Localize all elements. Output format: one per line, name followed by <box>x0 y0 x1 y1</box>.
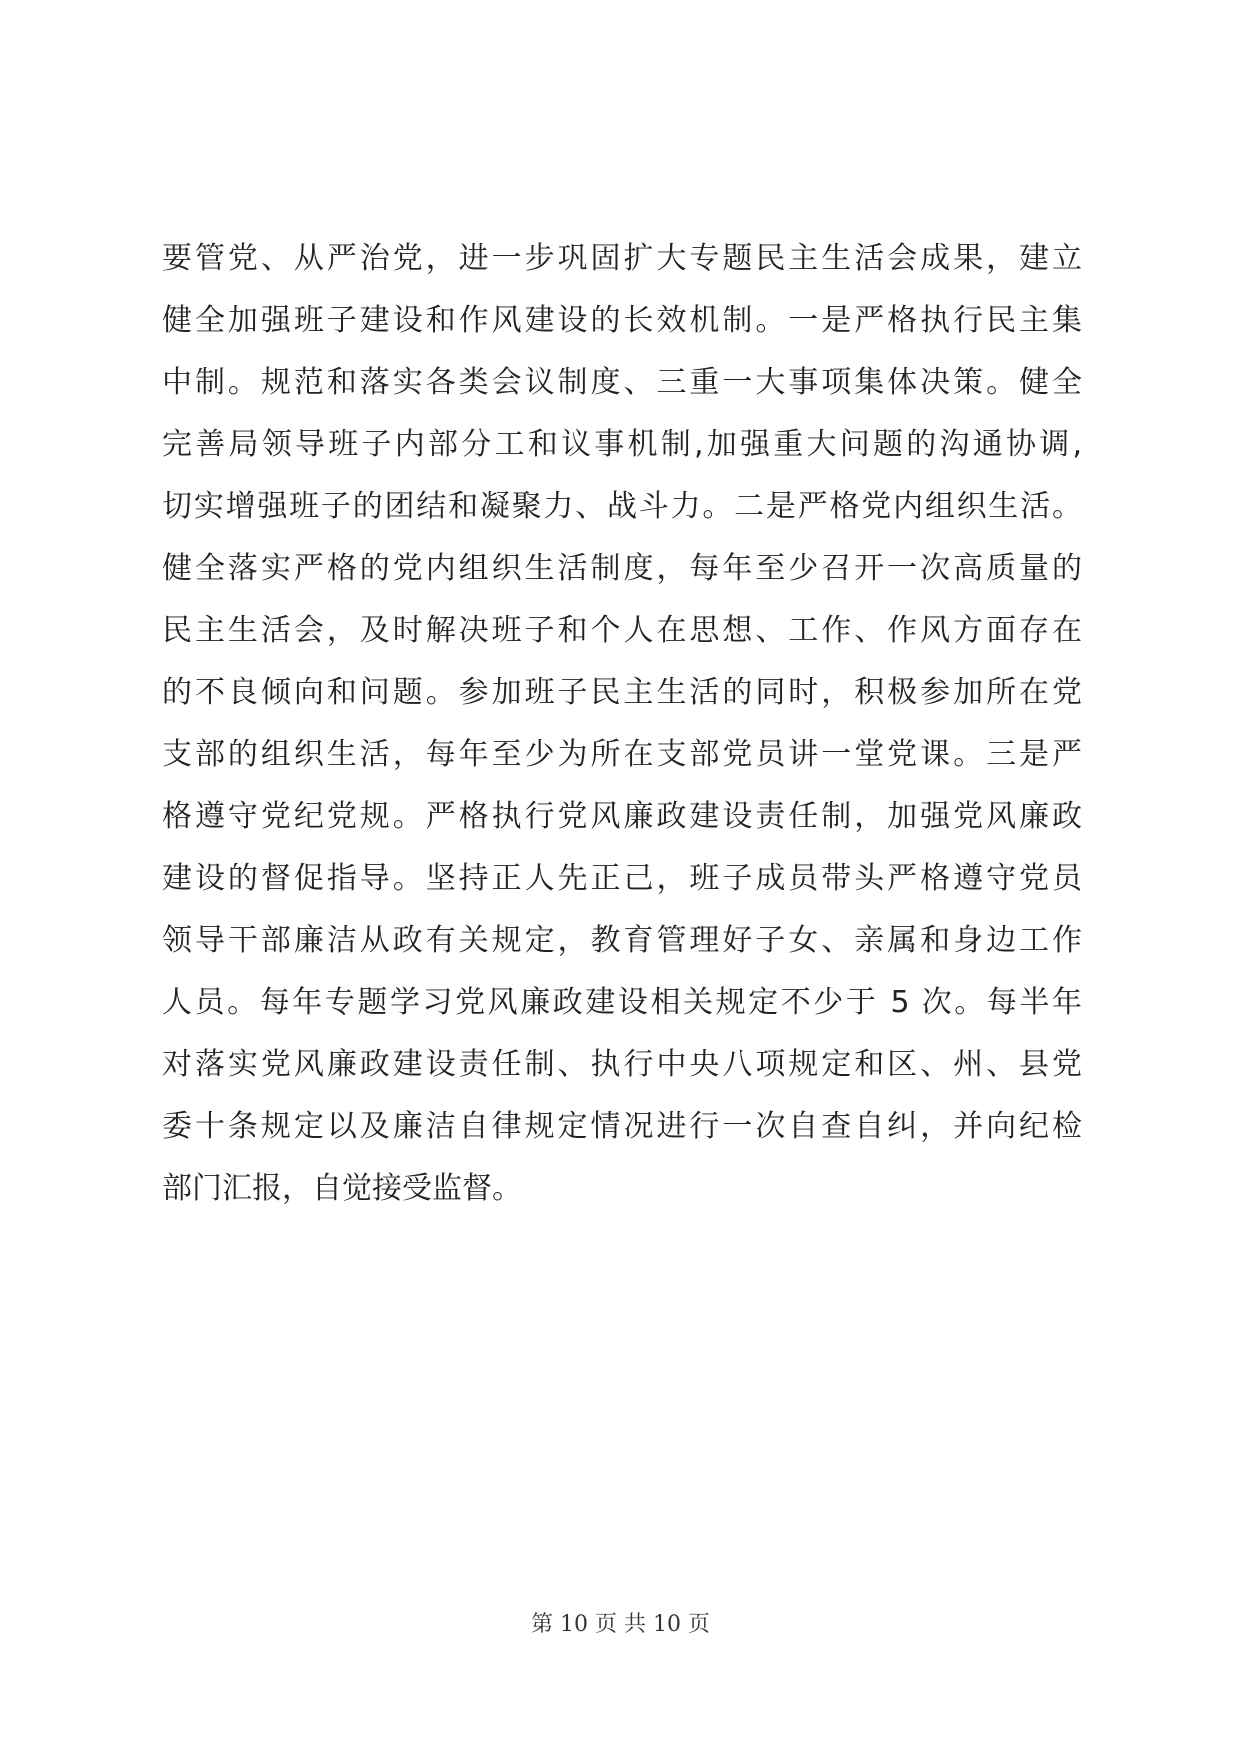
page-number-footer: 第 10 页 共 10 页 <box>531 1612 710 1637</box>
text-line: 中制。规范和落实各类会议制度、三重一大事项集体决策。健全 <box>162 365 1082 400</box>
text-line: 支部的组织生活，每年至少为所在支部党员讲一堂党课。三是严 <box>162 737 1082 772</box>
text-line: 要管党、从严治党，进一步巩固扩大专题民主生活会成果，建立 <box>162 241 1082 276</box>
text-line: 的不良倾向和问题。参加班子民主生活的同时，积极参加所在党 <box>162 675 1082 710</box>
text-line: 完善局领导班子内部分工和议事机制,加强重大问题的沟通协调, <box>162 427 1082 462</box>
body-paragraph <box>162 228 1082 1220</box>
text-line: 健全落实严格的党内组织生活制度，每年至少召开一次高质量的 <box>162 551 1082 586</box>
text-line: 人员。每年专题学习党风廉政建设相关规定不少于 5 次。每半年 <box>162 985 1082 1020</box>
text-line: 对落实党风廉政建设责任制、执行中央八项规定和区、州、县党 <box>162 1047 1082 1082</box>
text-line: 委十条规定以及廉洁自律规定情况进行一次自查自纠，并向纪检 <box>162 1109 1082 1144</box>
text-line: 民主生活会，及时解决班子和个人在思想、工作、作风方面存在 <box>162 613 1082 648</box>
text-line: 健全加强班子建设和作风建设的长效机制。一是严格执行民主集 <box>162 303 1082 338</box>
text-line: 领导干部廉洁从政有关规定，教育管理好子女、亲属和身边工作 <box>162 923 1082 958</box>
text-line-last: 部门汇报，自觉接受监督。 <box>162 1171 522 1206</box>
text-line: 切实增强班子的团结和凝聚力、战斗力。二是严格党内组织生活。 <box>162 489 1082 524</box>
text-line: 建设的督促指导。坚持正人先正己，班子成员带头严格遵守党员 <box>162 861 1082 896</box>
text-line: 格遵守党纪党规。严格执行党风廉政建设责任制，加强党风廉政 <box>162 799 1082 834</box>
